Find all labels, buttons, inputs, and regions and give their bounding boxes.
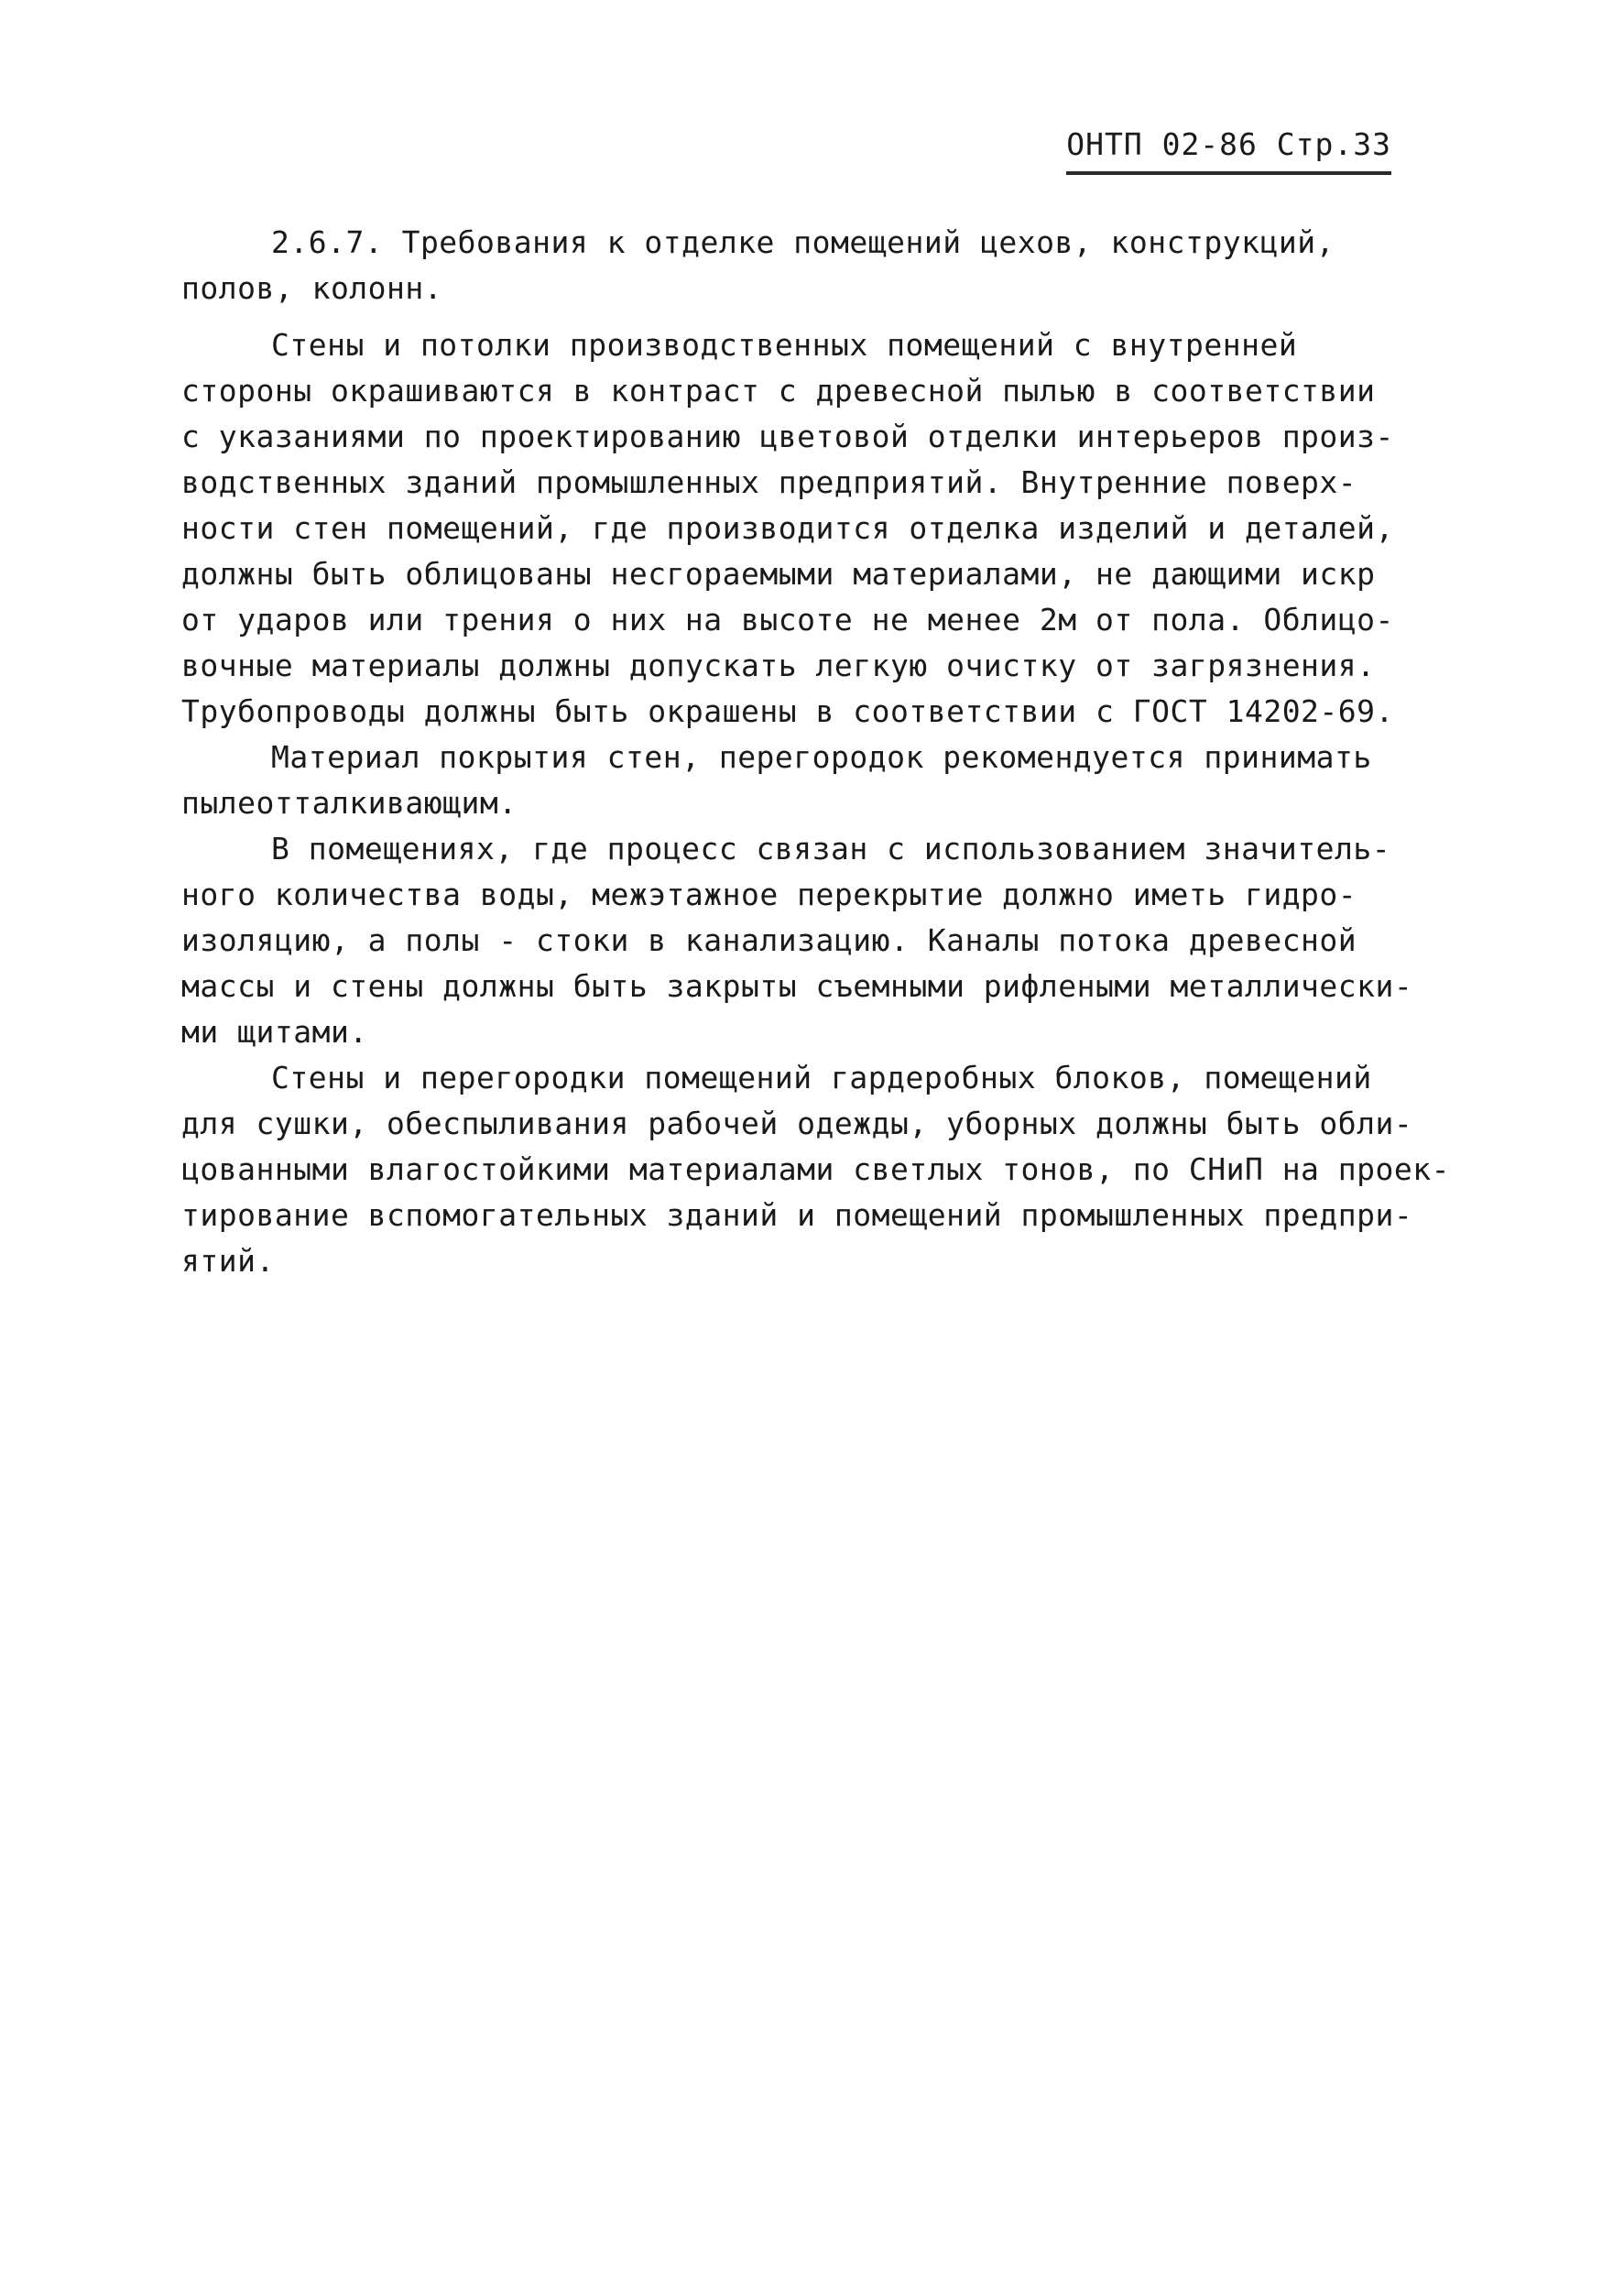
paragraph-line: должны быть облицованы несгораемыми материалами, не дающими искр bbox=[181, 556, 1376, 592]
paragraph-line: вочные материалы должны допускать легкую очистку от загрязнения. bbox=[181, 648, 1376, 683]
paragraph-line: Материал покрытия стен, перегородок рекомендуется принимать bbox=[271, 739, 1372, 775]
paragraph-line: цованными влагостойкими материалами светлых тонов, по СНиП на проек- bbox=[181, 1151, 1451, 1187]
document-body bbox=[181, 220, 1451, 1284]
paragraph-line: Трубопроводы должны быть окрашены в соответствии с ГОСТ 14202-69. bbox=[181, 693, 1394, 729]
paragraph-line: тирование вспомогательных зданий и помещений промышленных предпри- bbox=[181, 1197, 1413, 1233]
paragraph-walls-ceilings bbox=[181, 322, 1445, 735]
paragraph-line: изоляцию, а полы - стоки в канализацию. Каналы потока древесной bbox=[181, 922, 1357, 958]
paragraph-line: стороны окрашиваются в контраст с древесной пылью в соответствии bbox=[181, 373, 1376, 409]
paragraph-water-usage bbox=[181, 826, 1445, 1055]
paragraph-line: ятий. bbox=[181, 1243, 275, 1279]
paragraph-line: пылеотталкивающим. bbox=[181, 785, 518, 821]
paragraph-wall-material bbox=[181, 735, 1445, 826]
paragraph-line: Стены и перегородки помещений гардеробных блоков, помещений bbox=[271, 1060, 1372, 1095]
paragraph-line: массы и стены должны быть закрыты съемными рифлеными металлически- bbox=[181, 968, 1413, 1004]
paragraph-line: ности стен помещений, где производится отделка изделий и деталей, bbox=[181, 510, 1394, 546]
paragraph-line: В помещениях, где процесс связан с использованием значитель- bbox=[271, 831, 1391, 867]
paragraph-line: ми щитами. bbox=[181, 1014, 368, 1050]
section-title-line: полов, колонн. bbox=[181, 270, 443, 306]
paragraph-line: с указаниями по проектированию цветовой отделки интерьеров произ- bbox=[181, 419, 1394, 454]
paragraph-line: для сушки, обеспыливания рабочей одежды, уборных должны быть обли- bbox=[181, 1106, 1413, 1141]
paragraph-line: от ударов или трения о них на высоте не менее 2м от пола. Облицо- bbox=[181, 602, 1394, 638]
page-header-doc-ref: ОНТП 02-86 Стр.33 bbox=[1066, 126, 1391, 175]
section-title-line: 2.6.7. Требования к отделке помещений цехов, конструкций, bbox=[271, 224, 1335, 260]
paragraph-line: Стены и потолки производственных помещений с внутренней bbox=[271, 327, 1298, 363]
paragraph-line: водственных зданий промышленных предприятий. Внутренние поверх- bbox=[181, 464, 1357, 500]
paragraph-wardrobe-rooms bbox=[181, 1055, 1451, 1284]
section-title bbox=[181, 220, 1445, 311]
paragraph-line: ного количества воды, межэтажное перекрытие должно иметь гидро- bbox=[181, 877, 1357, 912]
